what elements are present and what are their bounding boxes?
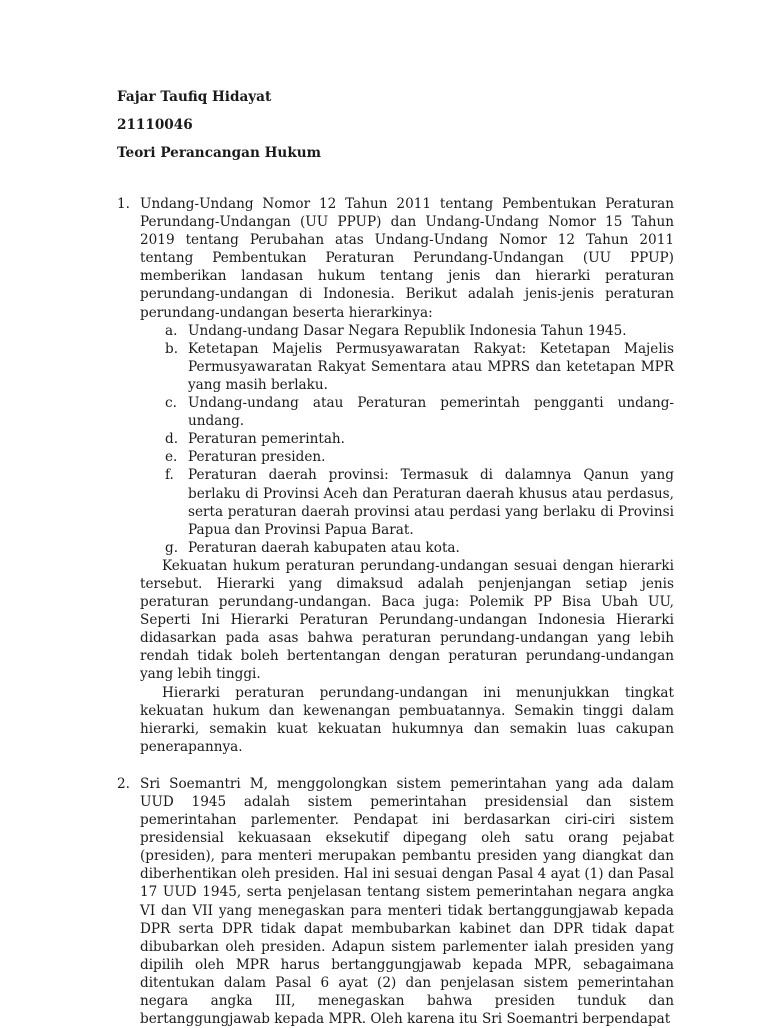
question-1-intro: Undang-Undang Nomor 12 Tahun 2011 tentang Pembentukan Peraturan Perundang-Undangan (UU PPUP) dan Undang-Undang Nomor 15 Tahun 2019 tentang Perubahan atas Undang-Undang Nomor 12 Tahun 2011 tentang Pembentukan Peraturan Perundang-Undangan (UU PPUP) memberikan landasan hukum tentang jenis dan hierarki peraturan perundang-undangan di Indonesia. Berikut adalah jenis-jenis peraturan perundang-undangan beserta hierarkinya: [140,196,674,321]
course-title: Teori Perancangan Hukum [117,145,321,161]
list-item-text: Ketetapan Majelis Permusyawaratan Rakyat: Ketetapan Majelis Permusyawaratan Rakyat Sementara atau MPRS dan ketetapan MPR yang masih berlaku. [188,340,674,393]
question-number: 1. [117,196,130,212]
question-1-paragraph-2: Hierarki peraturan perundang-undangan ini menunjukkan tingkat kekuatan hukum dan kewenangan pembuatannya. Semakin tinggi dalam hierarki, semakin kuat kekuatan hukumnya dan semakin luas cakupan penerapannya. [140,684,674,755]
list-letter: e. [165,449,178,466]
list-item-text: Peraturan daerah kabupaten atau kota. [188,539,460,556]
list-item [165,539,674,557]
list-letter: c. [165,395,177,412]
list-item [165,448,674,466]
question-number: 2. [117,775,130,792]
list-item [165,394,674,430]
list-item-text: Peraturan pemerintah. [188,431,346,448]
list-letter: b. [165,340,179,357]
list-item [165,466,674,538]
list-letter: a. [165,322,178,339]
author-name: Fajar Taufiq Hidayat [117,89,272,105]
list-letter: f. [165,467,174,484]
question-2 [117,775,674,1028]
question-2-text: Sri Soemantri M, menggolongkan sistem pemerintahan yang ada dalam UUD 1945 adalah sistem pemerintahan presidensial dan sistem pemerintahan parlementer. Pendapat ini berdasarkan ciri-ciri sistem presidensial kekuasaan eksekutif dipegang oleh satu orang pejabat (presiden), para menteri merupakan pembantu presiden yang diangkat dan diberhentikan oleh presiden. Hal ini sesuai dengan Pasal 4 ayat (1) dan Pasal 17 UUD 1945, serta penjelasan tentang sistem pemerintahan negara angka VI dan VII yang menegaskan para menteri tidak bertanggungjawab kepada DPR serta DPR tidak dapat membubarkan kabinet dan DPR tidak dapat dibubarkan oleh presiden. Adapun sistem parlementer ialah presiden yang dipilih oleh MPR harus bertanggungjawab kepada MPR, sebagaimana ditentukan dalam Pasal 6 ayat (2) dan penjelasan sistem pemerintahan negara angka III, menegaskan bahwa presiden tunduk dan bertanggungjawab kepada MPR. Oleh karena itu Sri Soemantri berpendapat [140,775,674,1028]
list-letter: g. [165,539,179,556]
list-item [165,430,674,448]
student-id: 21110046 [117,117,193,133]
question-spacer [117,756,674,775]
regulation-hierarchy-list [140,322,674,557]
header-spacer [117,172,674,195]
question-1-paragraph-1: Kekuatan hukum peraturan perundang-undangan sesuai dengan hierarki tersebut. Hierarki yang dimaksud adalah penjenjangan setiap jenis peraturan perundang-undangan. Baca juga: Polemik PP Bisa Ubah UU, Seperti Ini Hierarki Peraturan Perundang-undangan Indonesia Hierarki didasarkan pada asas bahwa peraturan perundang-undangan yang lebih rendah tidak boleh bertentangan dengan peraturan perundang-undangan yang lebih tinggi. [140,557,674,683]
list-item [165,322,674,340]
list-item [165,340,674,394]
list-item-text: Undang-undang Dasar Negara Republik Indonesia Tahun 1945. [188,322,627,339]
list-letter: d. [165,431,179,448]
list-item-text: Peraturan daerah provinsi: Termasuk di dalamnya Qanun yang berlaku di Provinsi Aceh dan Peraturan daerah khusus atau perdasus, serta peraturan daerah provinsi atau perdasi yang berlaku di Provinsi Papua dan Provinsi Papua Barat. [188,467,674,538]
list-item-text: Peraturan presiden. [188,449,326,466]
question-1 [117,195,674,756]
list-item-text: Undang-undang atau Peraturan pemerintah pengganti undang-undang. [188,395,674,430]
